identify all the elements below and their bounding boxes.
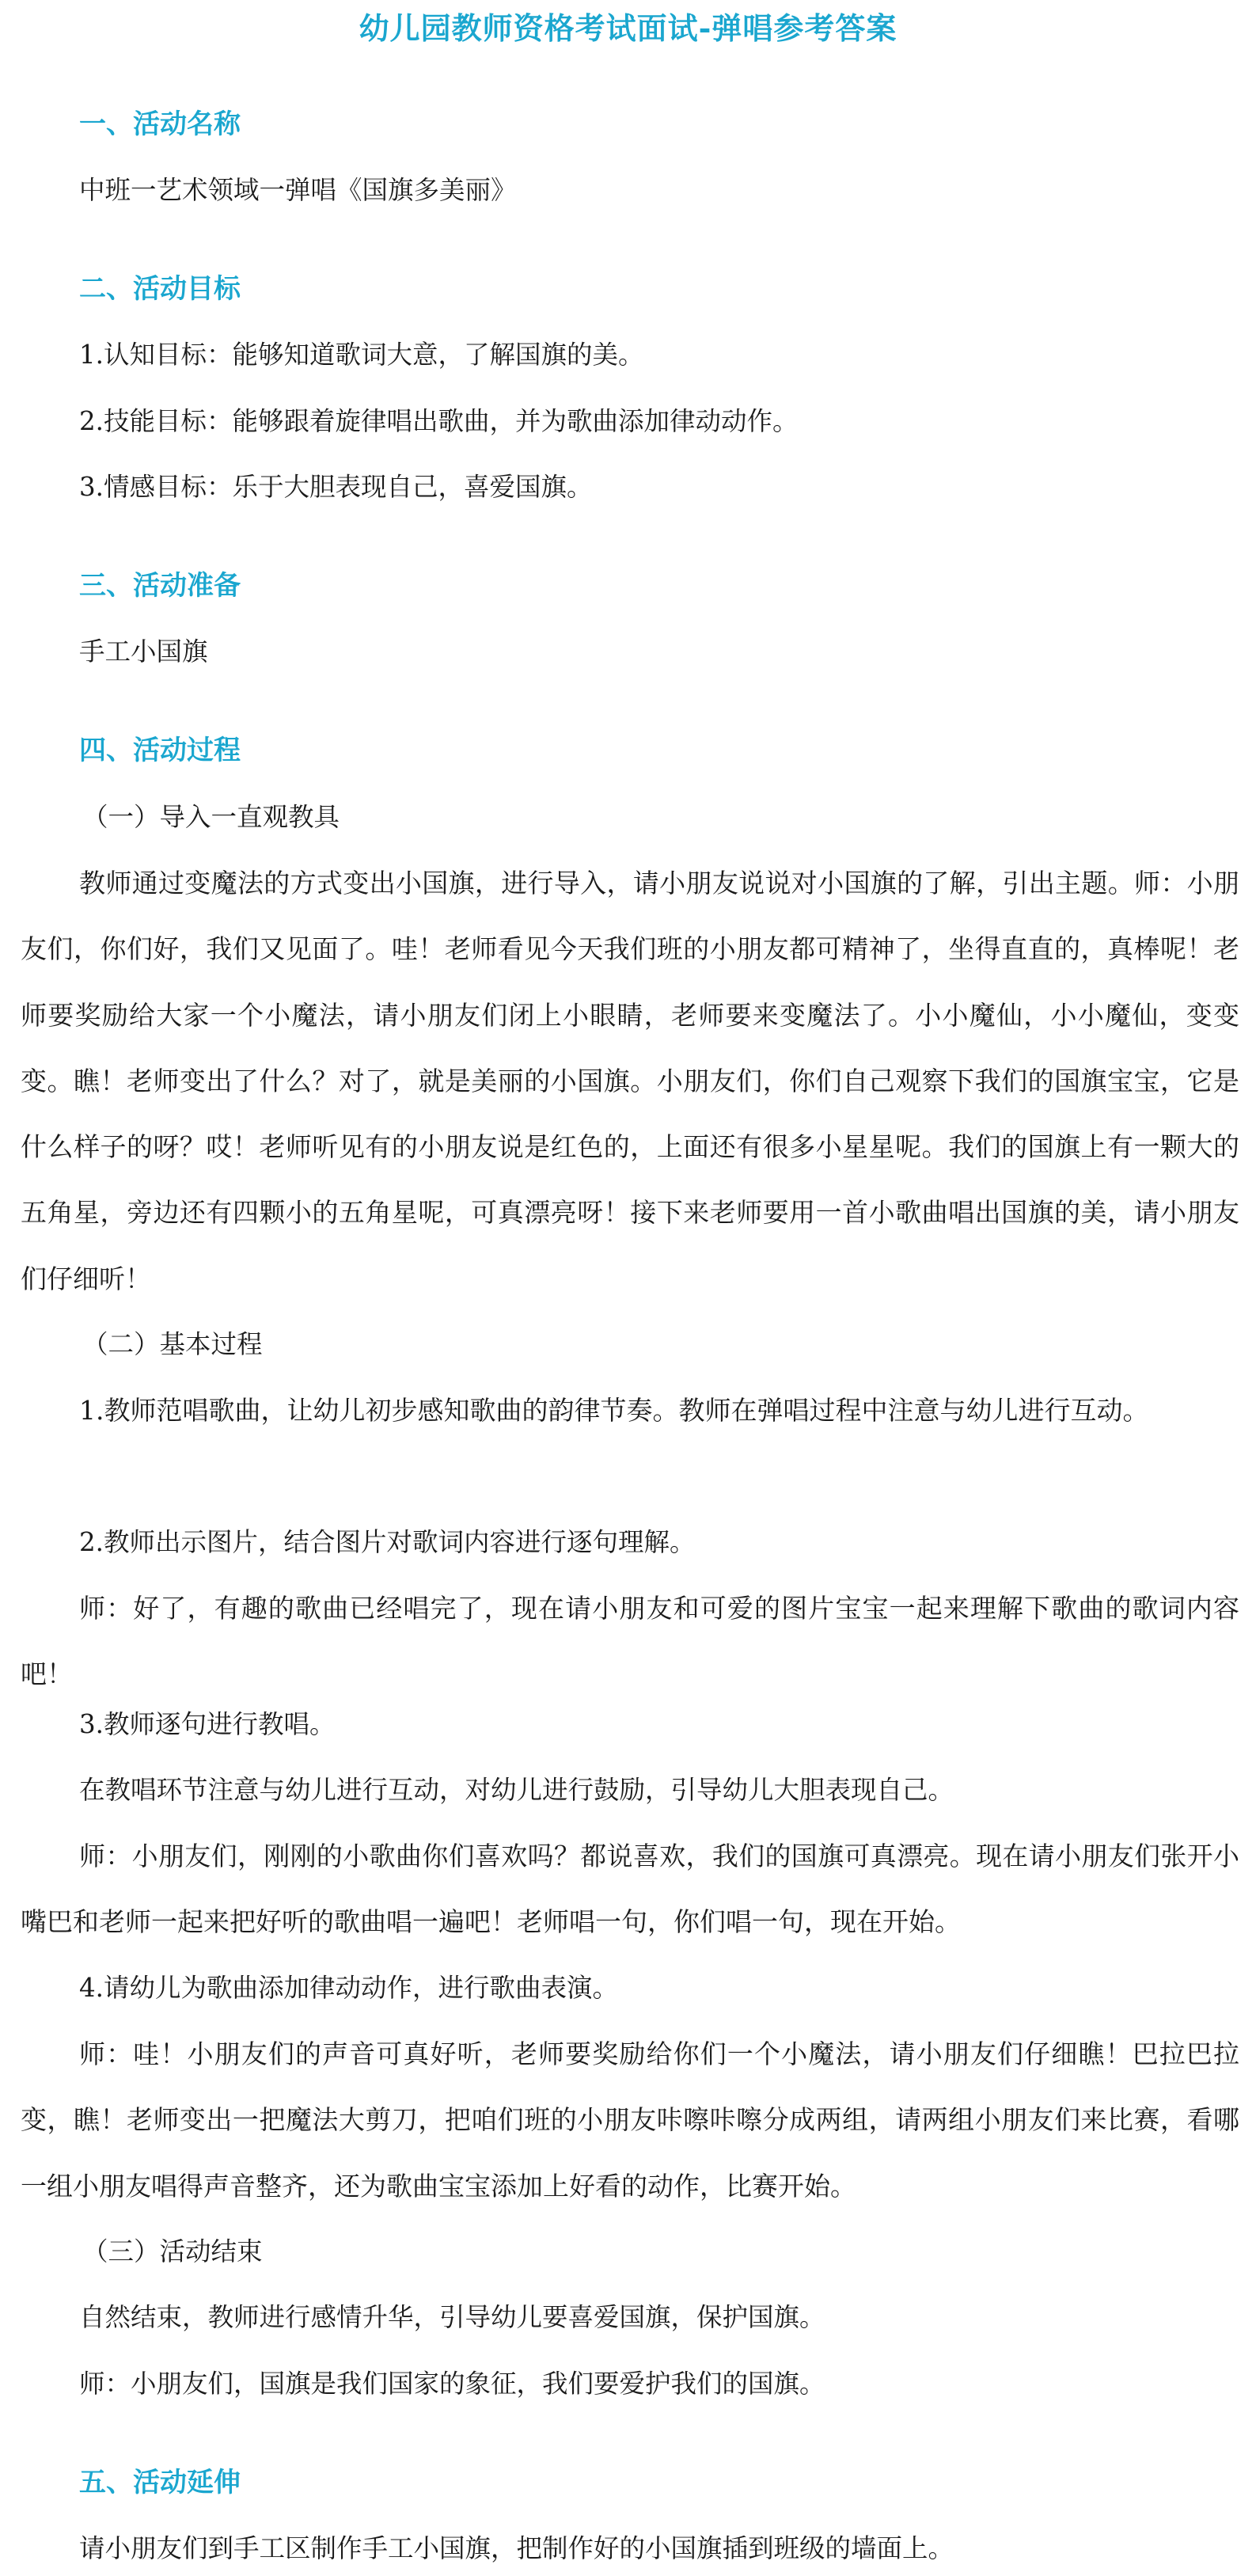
heading-activity-name: 一、活动名称: [79, 108, 241, 140]
heading-activity-extension: 五、活动延伸: [79, 2467, 241, 2498]
heading-activity-process: 四、活动过程: [79, 735, 241, 766]
preparation-text: 手工小国旗: [79, 636, 208, 667]
process-step3-talk: 师：小朋友们，刚刚的小歌曲你们喜欢吗？都说喜欢，我们的国旗可真漂亮。现在请小朋友们张开小嘴巴和老师一起来把好听的歌曲唱一遍吧！老师唱一句，你们唱一句，现在开始。: [21, 1841, 1239, 1938]
heading-activity-preparation: 三、活动准备: [79, 570, 241, 602]
process-step4-talk: 师：哇！小朋友们的声音可真好听，老师要奖励给你们一个小魔法，请小朋友们仔细瞧！巴拉巴拉变，瞧！老师变出一把魔法大剪刀，把咱们班的小朋友咔嚓咔嚓分成两组，请两组小朋友们来比赛，看哪一组小朋友唱得声音整齐，还为歌曲宝宝添加上好看的动作，比赛开始。: [21, 2038, 1239, 2202]
process-part3-talk: 师：小朋友们，国旗是我们国家的象征，我们要爱护我们的国旗。: [79, 2369, 825, 2399]
process-part1-text: 教师通过变魔法的方式变出小国旗，进行导入，请小朋友说说对小国旗的了解，引出主题。师：小朋友们，你们好，我们又见面了。哇！老师看见今天我们班的小朋友都可精神了，坐得直直的，真棒呢！老师要奖励给大家一个小魔法，请小朋友们闭上小眼睛，老师要来变魔法了。小小魔仙，小小魔仙，变变变。瞧！老师变出了什么？对了，就是美丽的小国旗。小朋友们，你们自己观察下我们的国旗宝宝，它是什么样子的呀？哎！老师听见有的小朋友说是红色的，上面还有很多小星星呢。我们的国旗上有一颗大的五角星，旁边还有四颗小的五角星呢，可真漂亮呀！接下来老师要用一首小歌曲唱出国旗的美，请小朋友们仔细听！: [21, 868, 1239, 1294]
process-step2-talk: 师：好了，有趣的歌曲已经唱完了，现在请小朋友和可爱的图片宝宝一起来理解下歌曲的歌词内容吧！: [21, 1593, 1239, 1690]
heading-activity-goals: 二、活动目标: [79, 273, 241, 305]
process-part1-title: （一）导入一直观教具: [82, 802, 340, 832]
process-step3-note: 在教唱环节注意与幼儿进行互动，对幼儿进行鼓励，引导幼儿大胆表现自己。: [79, 1775, 954, 1805]
process-step4: 4.请幼儿为歌曲添加律动动作，进行歌曲表演。: [79, 1973, 619, 2003]
extension-text: 请小朋友们到手工区制作手工小国旗，把制作好的小国旗插到班级的墙面上。: [79, 2533, 954, 2563]
process-step3: 3.教师逐句进行教唱。: [79, 1709, 336, 1739]
activity-name-text: 中班一艺术领域一弹唱《国旗多美丽》: [79, 175, 517, 205]
process-part3-title: （三）活动结束: [82, 2236, 263, 2266]
process-part3-text: 自然结束，教师进行感情升华，引导幼儿要喜爱国旗，保护国旗。: [79, 2302, 825, 2332]
goal-item-2: 2.技能目标：能够跟着旋律唱出歌曲，并为歌曲添加律动动作。: [79, 406, 799, 436]
document-title: 幼儿园教师资格考试面试-弹唱参考答案: [359, 10, 897, 46]
goal-item-1: 1.认知目标：能够知道歌词大意，了解国旗的美。: [79, 340, 644, 370]
process-part2-title: （二）基本过程: [82, 1329, 263, 1359]
process-step2: 2.教师出示图片，结合图片对歌词内容进行逐句理解。: [79, 1527, 696, 1557]
process-step1: 1.教师范唱歌曲，让幼儿初步感知歌曲的韵律节奏。教师在弹唱过程中注意与幼儿进行互动。: [79, 1395, 1149, 1426]
goal-item-3: 3.情感目标：乐于大胆表现自己，喜爱国旗。: [79, 472, 593, 502]
